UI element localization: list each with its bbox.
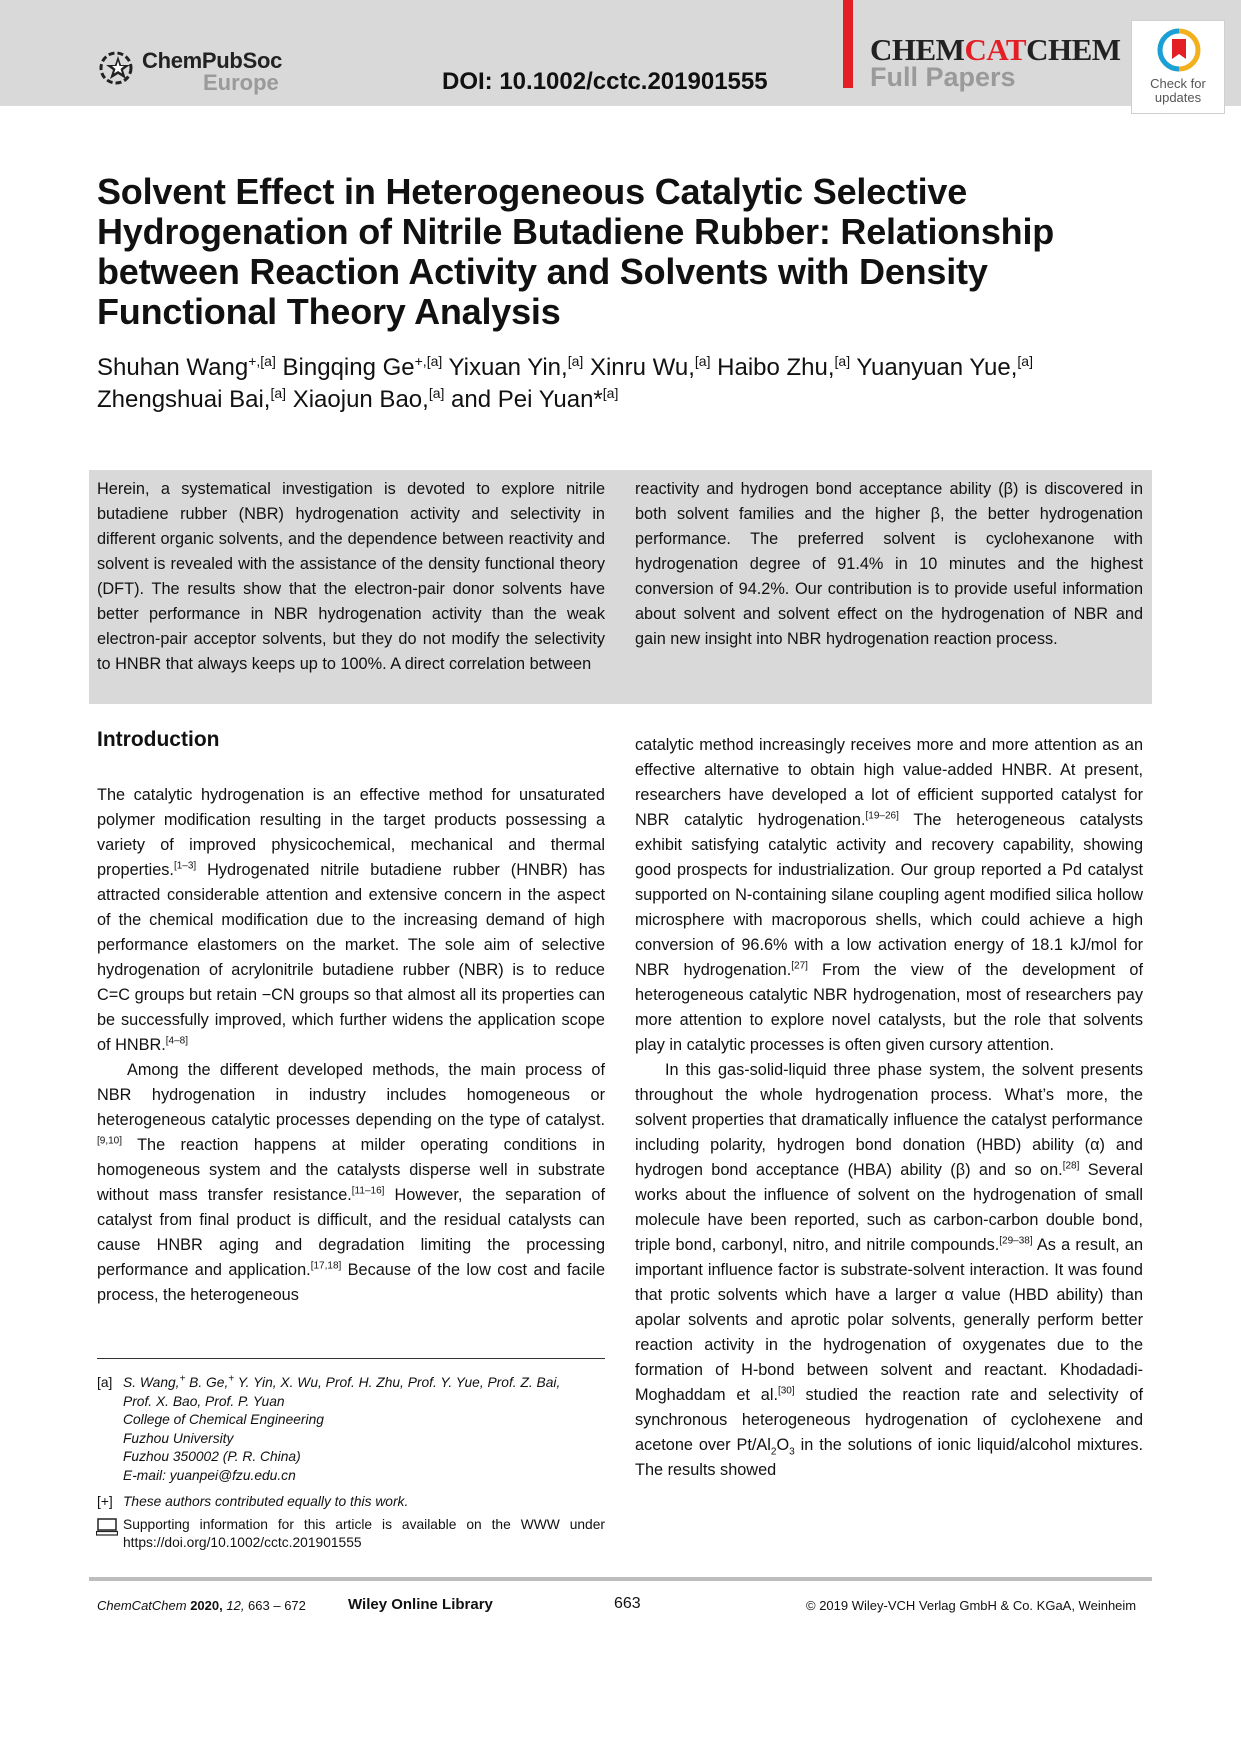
author-affiliation: +,[a] <box>414 353 443 369</box>
footnote-line: College of Chemical Engineering <box>123 1412 324 1427</box>
footnote-equal-contribution <box>97 1493 605 1512</box>
title-line: Functional Theory Analysis <box>97 291 561 332</box>
citation[interactable]: [19–26] <box>865 810 899 822</box>
footnote-mark: [+] <box>97 1494 113 1509</box>
text-run: Several works about the influence of solvent on the hydrogenation of small molecule have been reported, such as carbon-carbon double bond, triple bond, carbonyl, nitro, and nitrile compounds. <box>635 1161 1143 1254</box>
author-list <box>97 352 1157 416</box>
abstract-box <box>89 470 1152 704</box>
citation[interactable]: [11–16] <box>351 1185 385 1197</box>
author-affiliation: [a] <box>567 353 584 369</box>
footnote-sup: + <box>228 1373 235 1385</box>
section-heading-introduction: Introduction <box>97 728 220 751</box>
check-for-updates-icon <box>1156 27 1202 73</box>
author-name: Xiaojun Bao, <box>286 386 429 413</box>
footnote-line <box>123 1374 605 1393</box>
subscript: 2 <box>770 1446 777 1458</box>
article-title <box>97 172 1157 332</box>
subscript: 3 <box>789 1446 795 1458</box>
footer-volume: 12, <box>222 1598 245 1613</box>
paragraph <box>635 733 1143 1058</box>
text-run: studied the reaction rate and selectivity of synchronous heterogeneous hydrogenation of cyclohexene and acetone over Pt/Al <box>635 1386 1143 1454</box>
citation[interactable]: [4–8] <box>165 1035 189 1047</box>
wiley-online-library-link[interactable]: Wiley Online Library <box>348 1596 493 1613</box>
footnote-line: Prof. X. Bao, Prof. P. Yuan <box>123 1393 285 1409</box>
chempubsoc-logo[interactable] <box>98 46 298 96</box>
logo-text-sub: Europe <box>203 70 279 95</box>
check-line-2: updates <box>1154 90 1202 105</box>
text-run: Y. Yin, X. Wu, Prof. H. Zhu, Prof. Y. Yue, Prof. Z. Bai, <box>234 1375 561 1390</box>
text-run: B. Ge, <box>185 1375 229 1390</box>
author-name: Yuanyuan Yue, <box>850 354 1018 381</box>
citation[interactable]: [29–38] <box>999 1235 1033 1247</box>
text-run: Because of the low cost and facile process, the heterogeneous <box>97 1261 605 1304</box>
check-for-updates-button[interactable] <box>1131 20 1225 114</box>
author-name: Xinru Wu, <box>583 354 695 381</box>
footnote-text[interactable]: Supporting information for this article is available on the WWW under https://doi.org/10.1002/cctc.201901555 <box>123 1516 605 1550</box>
citation[interactable]: [17,18] <box>310 1260 342 1272</box>
footer-citation <box>97 1598 306 1613</box>
text-run: S. Wang, <box>123 1375 180 1390</box>
title-line: Hydrogenation of Nitrile Butadiene Rubber: Relationship <box>97 211 1055 252</box>
author-affiliation: [a] <box>694 353 711 369</box>
check-line-1: Check for <box>1150 76 1206 91</box>
text-run: As a result, an important influence factor is substrate-solvent interaction. It was found that protic solvents which have a larger α value (HBD ability) than apolar solvents and aprotic polar solvents, generally perform better reaction activity in the hydrogenation of oxygenates due to the formation of H-bond between solvent and reactant. Khodadadi-Moghaddam et al. <box>635 1236 1143 1404</box>
abstract-column-left: Herein, a systematical investigation is devoted to explore nitrile butadiene rubber (NBR) hydrogenation activity and selectivity in different organic solvents, and the dependence between reactivity and solvent is revealed with the assistance of the density functional theory (DFT). The results show that the electron-pair donor solvents have better performance in NBR hydrogenation activity than the weak electron-pair acceptor solvents, but they do not modify the selectivity to HNBR that always keeps up to 100%. A direct correlation between <box>97 480 605 673</box>
text-run: O <box>776 1436 790 1454</box>
author-affiliation: [a] <box>1017 353 1033 369</box>
body-column-right <box>635 733 1143 1483</box>
paragraph <box>635 1058 1143 1483</box>
journal-accent-bar <box>843 0 853 88</box>
text-run: The reaction happens at milder operating conditions in homogeneous system and the catalysts disperse well in substrate without mass transfer resistance. <box>97 1136 605 1204</box>
title-line: Solvent Effect in Heterogeneous Catalytic Selective <box>97 171 968 212</box>
footnote-sup: + <box>179 1373 186 1385</box>
text-run: The heterogeneous catalysts exhibit satisfying catalytic activity and recovery capability, showing good prospects for industrialization. Our group reported a Pd catalyst supported on N-containing silane coupling agent modified silica hollow microsphere with macroporous shells, which could achieve a high conversion of 96.6% with a low activation energy of 18.1 kJ/mol for NBR hydrogenation. <box>635 811 1143 979</box>
author-affiliation: [a] <box>602 385 619 401</box>
footnote-text: These authors contributed equally to this work. <box>123 1494 409 1509</box>
footer-pages: 663 – 672 <box>244 1598 306 1613</box>
text-run: The catalytic hydrogenation is an effective method for unsaturated polymer modification resulting in the target products possessing a variety of improved physicochemical, mechanical and thermal properties. <box>97 786 605 879</box>
text-run: From the view of the development of heterogeneous catalytic NBR hydrogenation, most of researchers pay more attention to explore novel catalysts, but the role that solvents play in catalytic processes is often given cursory attention. <box>635 961 1144 1054</box>
footnote-divider <box>97 1358 605 1359</box>
text-run: in the solutions of ionic liquid/alcohol mixtures. The results showed <box>635 1436 1144 1479</box>
journal-title-chem-1: CHEM <box>870 32 965 67</box>
journal-title-chem-2: CHEM <box>1026 32 1121 67</box>
footnote-affiliation <box>97 1374 605 1485</box>
author-affiliation: [a] <box>428 385 445 401</box>
article-section: Full Papers <box>870 62 1016 92</box>
footer-year: 2020, <box>186 1598 223 1613</box>
check-for-updates-text <box>1132 77 1224 105</box>
author-affiliation: [a] <box>834 353 851 369</box>
footnote-line: Fuzhou University <box>123 1430 234 1446</box>
author-name: Haibo Zhu, <box>710 354 835 381</box>
citation[interactable]: [30] <box>777 1385 795 1397</box>
text-run: catalytic method increasingly receives more and more attention as an effective alternative to obtain high value-added HNBR. At present, researchers have developed a lot of efficient supported catalyst for NBR catalytic hydrogenation. <box>635 736 1143 829</box>
journal-title-cat: CAT <box>964 32 1027 67</box>
title-line: between Reaction Activity and Solvents with Density <box>97 251 988 292</box>
logo-text-main: ChemPubSoc <box>142 48 283 73</box>
author-affiliation: +,[a] <box>248 353 276 369</box>
paragraph <box>97 783 605 1058</box>
computer-icon <box>96 1518 118 1536</box>
author-name: and Pei Yuan* <box>444 386 603 413</box>
author-name: Bingqing Ge <box>275 354 415 381</box>
author-name: Shuhan Wang <box>97 354 249 381</box>
citation[interactable]: [1–3] <box>173 860 197 872</box>
citation[interactable]: [9,10] <box>97 1135 123 1147</box>
paragraph <box>97 1058 605 1308</box>
footnote-mark: [a] <box>97 1375 113 1390</box>
author-name: Yixuan Yin, <box>442 354 568 381</box>
doi-label[interactable]: DOI: 10.1002/cctc.201901555 <box>442 68 768 95</box>
footnote-supporting-info <box>97 1516 605 1553</box>
text-run: Hydrogenated nitrile butadiene rubber (HNBR) has attracted considerable attention and extensive concern in the aspect of the chemical modification due to the increasing demand of high performance elastomers on the market. The sole aim of selective hydrogenation of acrylonitrile butadiene rubber (NBR) is to reduce C=C groups but retain −CN groups so that almost all its properties can be successfully improved, which further widens the application scope of HNBR. <box>97 861 605 1054</box>
footnote-line: Fuzhou 350002 (P. R. China) <box>123 1449 301 1464</box>
page-number: 663 <box>614 1595 641 1612</box>
text-run: In this gas-solid-liquid three phase system, the solvent presents throughout the whole hydrogenation process. What’s more, the solvent properties that dramatically influence the catalyst performance including polarity, hydrogen bond donation (HBD) ability (α) and hydrogen bond acceptance (HBA) ability (β) and so on. <box>635 1061 1143 1179</box>
footer-journal-name: ChemCatChem <box>97 1598 187 1613</box>
author-name: Zhengshuai Bai, <box>97 386 271 413</box>
chempubsoc-star-icon <box>98 48 138 88</box>
text-run: Among the different developed methods, the main process of NBR hydrogenation in industry includes homogeneous or heterogeneous catalytic processes depending on the type of catalyst. <box>97 1061 605 1129</box>
footer-divider <box>89 1577 1152 1581</box>
footnotes <box>97 1374 605 1553</box>
citation[interactable]: [27] <box>791 960 808 972</box>
copyright: © 2019 Wiley-VCH Verlag GmbH & Co. KGaA, Weinheim <box>806 1598 1137 1613</box>
citation[interactable]: [28] <box>1062 1160 1080 1172</box>
body-column-left <box>97 783 605 1308</box>
text-run: However, the separation of catalyst from final product is difficult, and the residual catalysts can cause HNBR aging and degradation limiting the processing performance and application. <box>97 1186 605 1279</box>
author-affiliation: [a] <box>270 385 287 401</box>
footnote-email[interactable]: E-mail: yuanpei@fzu.edu.cn <box>123 1467 296 1483</box>
abstract-column-right: reactivity and hydrogen bond acceptance ability (β) is discovered in both solvent families and the higher β, the better hydrogenation performance. The preferred solvent is cyclohexanone with hydrogenation degree of 91.4% in 10 minutes and the highest conversion of 94.2%. Our contribution is to provide useful information about solvent and solvent effect on the hydrogenation of NBR and gain new insight into NBR hydrogenation reaction process. <box>635 480 1143 648</box>
